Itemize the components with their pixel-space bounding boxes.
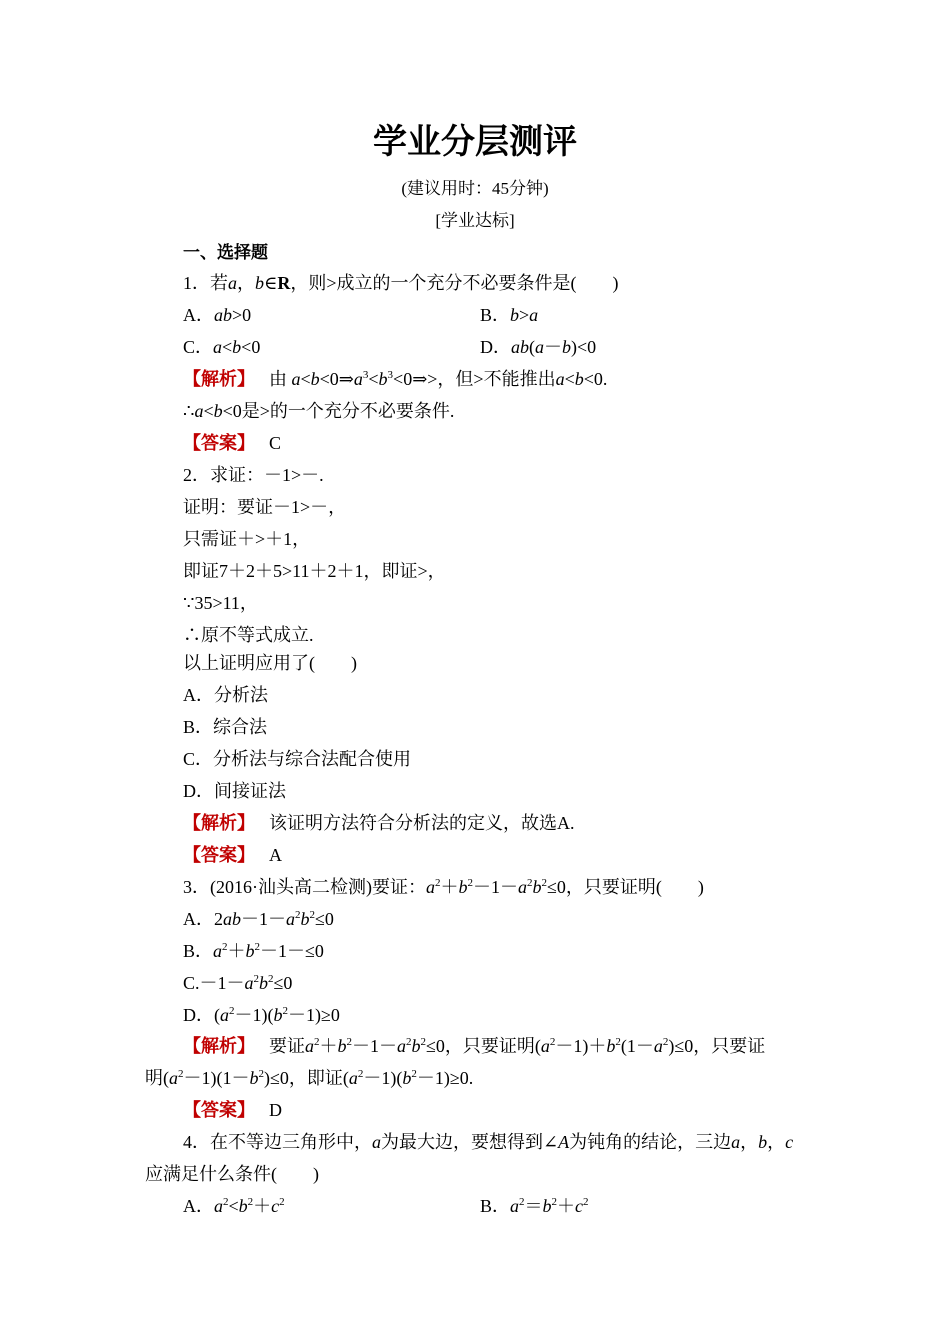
q1-option-c: C．a<b<0 <box>183 337 261 357</box>
q1-analysis: 【解析】 由 $a<b<0\Rightarrow a^3<b^3<0\Rightarrow>$，但>不能推出a<b<0. <box>183 369 608 390</box>
q3-option-d: D．$(a^2-1)(b^2-1)\ge 0$ <box>183 1005 340 1025</box>
q2-stem: 2．求证：－1>－. <box>183 465 324 485</box>
q3-analysis-cont: 明$(a^2-1)(1-b^2)\le 0$，即证$(a^2-1)(b^2-1)\ge 0$. <box>145 1068 474 1088</box>
q4-stem: 4．在不等边三角形中，a为最大边，要想得到∠A为钝角的结论，三边a，b，c <box>183 1132 794 1152</box>
q2-analysis: 【解析】 该证明方法符合分析法的定义，故选A. <box>183 813 575 834</box>
time-note: (建议用时：45分钟) <box>401 179 549 198</box>
q3-answer: 【答案】 D <box>183 1100 282 1121</box>
q3-analysis: 【解析】 要证$a^2+b^2-1-a^2b^2\le 0$，只要证明$(a^2-1)+b^2(1-a^2)\le 0$，只要证 <box>183 1036 766 1057</box>
analysis-tag: 【解析】 <box>183 813 255 834</box>
q3-option-b: B．$a^2+b^2-1-\le 0$ <box>183 941 324 961</box>
q1-option-a: A．ab>0 <box>183 305 252 325</box>
answer-tag: 【答案】 <box>183 845 255 866</box>
q1-answer: 【答案】 C <box>183 433 282 454</box>
q1-conclusion: ∴a<b<0是>的一个充分不必要条件. <box>183 401 455 421</box>
q1-stem: 1．若a，b∈R，则>成立的一个充分不必要条件是( ) <box>183 273 619 293</box>
q1-option-d: D．ab(a－b)<0 <box>480 337 597 357</box>
q2-proof-line: 证明：要证－1>－， <box>183 497 347 517</box>
q2-proof-line: ∴原不等式成立. <box>183 625 314 645</box>
analysis-tag: 【解析】 <box>183 1036 255 1057</box>
level-heading: [学业达标] <box>435 211 515 230</box>
answer-tag: 【答案】 <box>183 433 255 454</box>
q2-proof-line: 只需证＋>＋1， <box>183 529 311 549</box>
q1-option-b: B．b>a <box>480 305 539 325</box>
q3-option-a: A．$2ab-1-a^2b^2\le 0$ <box>183 909 334 929</box>
q2-question: 以上证明应用了( ) <box>183 653 357 673</box>
q4-stem-cont: 应满足什么条件( ) <box>145 1164 319 1184</box>
q2-proof-line: 即证7＋2＋5>11＋2＋1，即证>， <box>183 561 446 581</box>
q4-option-b: B．$a^2=b^2+c^2$ <box>480 1196 589 1216</box>
q2-answer: 【答案】 A <box>183 845 282 866</box>
answer-tag: 【答案】 <box>183 1100 255 1121</box>
q2-option-d: D．间接证法 <box>183 781 286 801</box>
q2-proof-line: ∵35>11， <box>183 593 258 613</box>
q3-option-c: $C.-1-a^2b^2\le 0$ <box>183 973 293 993</box>
analysis-tag: 【解析】 <box>183 369 255 390</box>
q2-option-a: A．分析法 <box>183 685 268 705</box>
q2-option-c: C．分析法与综合法配合使用 <box>183 749 412 769</box>
q2-option-b: B．综合法 <box>183 717 268 737</box>
q4-option-a: A．$a^2<b^2+c^2$ <box>183 1196 285 1216</box>
page-title: 学业分层测评 <box>373 122 577 162</box>
q3-stem: 3．(2016·汕头高二检测)要证：$a^2+b^2-1-a^2b^2\le 0$，只要证明( ) <box>183 877 704 897</box>
section-heading: 一、选择题 <box>183 243 268 263</box>
